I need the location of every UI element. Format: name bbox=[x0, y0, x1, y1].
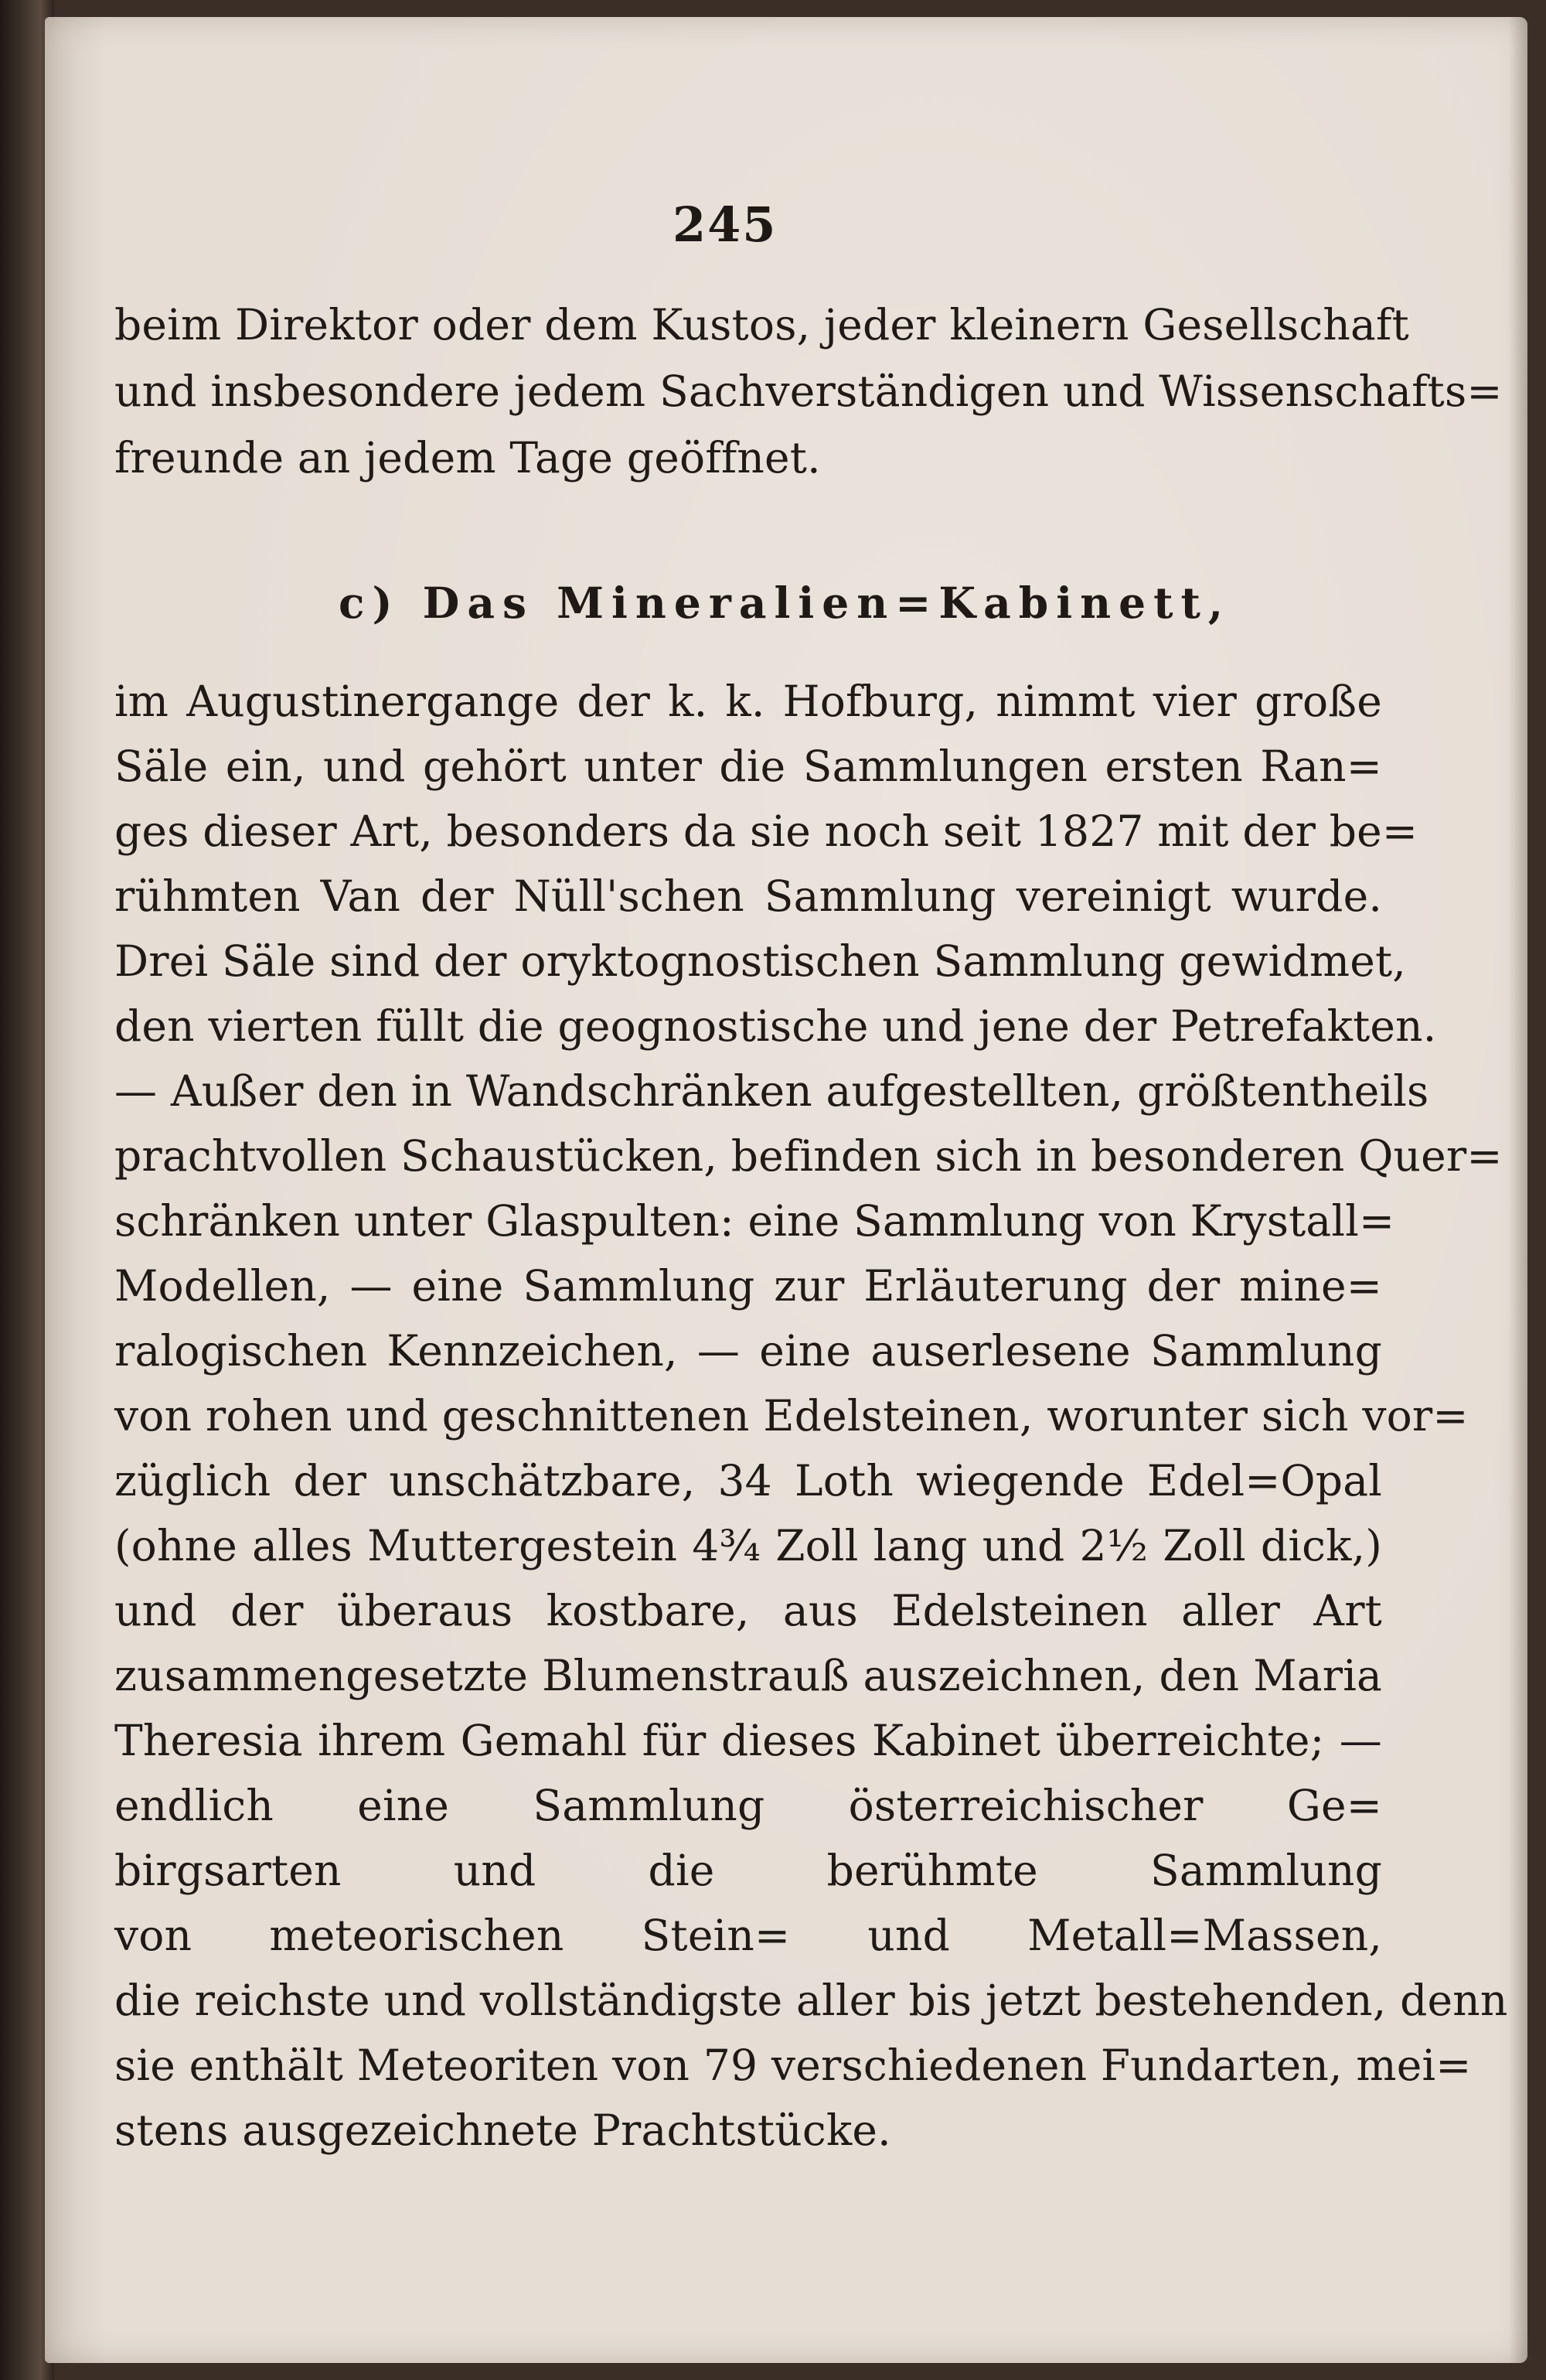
text-line: Modellen, — eine Sammlung zur Erläuterung der mine= bbox=[114, 1261, 1382, 1311]
text-line: den vierten füllt die geognostische und jene der Petrefakten. bbox=[114, 1001, 1437, 1051]
text-line: die reichste und vollständigste aller bis jetzt bestehenden, denn bbox=[114, 1976, 1508, 2025]
text-line: von meteorischen Stein= und Metall=Massen, bbox=[114, 1911, 1382, 1960]
text-line: ralogischen Kennzeichen, — eine auserlesene Sammlung bbox=[114, 1326, 1382, 1376]
text-line: Theresia ihrem Gemahl für dieses Kabinet überreichte; — bbox=[114, 1716, 1382, 1765]
text-line: zusammengesetzte Blumenstrauß auszeichnen, den Maria bbox=[114, 1651, 1382, 1700]
section-heading: c) Das Mineralien=Kabinett, bbox=[339, 578, 1231, 628]
text-line: Säle ein, und gehört unter die Sammlungen ersten Ran= bbox=[114, 742, 1382, 791]
text-line: rühmten Van der Nüll'schen Sammlung vereinigt wurde. bbox=[114, 871, 1382, 921]
text-line: birgsarten und die berühmte Sammlung bbox=[114, 1846, 1382, 1895]
text-line: schränken unter Glaspulten: eine Sammlung von Krystall= bbox=[114, 1196, 1395, 1246]
text-line: sie enthält Meteoriten von 79 verschiedenen Fundarten, mei= bbox=[114, 2041, 1472, 2090]
text-line: prachtvollen Schaustücken, befinden sich in besonderen Quer= bbox=[114, 1131, 1503, 1181]
text-line: endlich eine Sammlung österreichischer Ge= bbox=[114, 1781, 1382, 1830]
text-line: und insbesondere jedem Sachverständigen und Wissenschafts= bbox=[114, 367, 1503, 416]
text-line: ges dieser Art, besonders da sie noch seit 1827 mit der be= bbox=[114, 806, 1418, 856]
text-line: freunde an jedem Tage geöffnet. bbox=[114, 433, 821, 482]
text-line: züglich der unschätzbare, 34 Loth wiegende Edel=Opal bbox=[114, 1456, 1382, 1505]
text-line: stens ausgezeichnete Prachtstücke. bbox=[114, 2106, 891, 2155]
text-line: (ohne alles Muttergestein 4¾ Zoll lang und 2½ Zoll dick,) bbox=[114, 1521, 1382, 1570]
text-line: Drei Säle sind der oryktognostischen Sammlung gewidmet, bbox=[114, 936, 1406, 986]
text-line: und der überaus kostbare, aus Edelsteinen aller Art bbox=[114, 1586, 1382, 1635]
page-edge-shadow bbox=[1509, 17, 1527, 2363]
text-line: — Außer den in Wandschränken aufgestellten, größtentheils bbox=[114, 1066, 1429, 1116]
text-line: von rohen und geschnittenen Edelsteinen, worunter sich vor= bbox=[114, 1391, 1469, 1441]
book-page bbox=[45, 17, 1527, 2363]
text-line: beim Direktor oder dem Kustos, jeder kleinern Gesellschaft bbox=[114, 300, 1409, 349]
text-line: im Augustinergange der k. k. Hofburg, nimmt vier große bbox=[114, 677, 1382, 726]
page-number: 245 bbox=[673, 196, 778, 253]
